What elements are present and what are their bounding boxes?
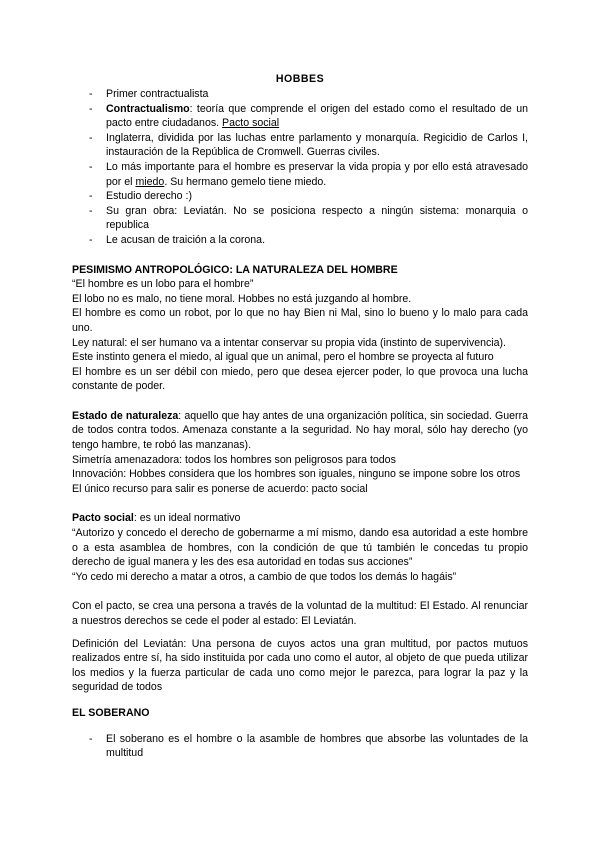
paragraph-text: : aquello que hay antes de una organización política, sin sociedad. Guerra de todos contra todos. Amenaza constante a la seguridad. No hay moral, sólo hay derecho (yo tengo hambre, te robó las manzanas).: [72, 409, 529, 452]
paragraph-estado: [72, 409, 528, 453]
paragraph: Ley natural: el ser humano va a intentar conservar su propia vida (instinto de supervivencia).: [72, 336, 506, 349]
paragraph: El hombre es como un robot, por lo que no hay Bien ni Mal, sino lo bueno y lo malo para cada uno.: [72, 307, 528, 334]
section-heading-soberano: EL SOBERANO: [72, 706, 150, 719]
term-contractualismo: Contractualismo: [106, 102, 190, 115]
list-item-text: Inglaterra, dividida por las luchas entre parlamento y monarquía. Regicidio de Carlos I, instauración de la República de Cromwell. Guerras civiles.: [106, 131, 528, 159]
list-item: [72, 204, 528, 233]
list-item-text: Su gran obra: Leviatán. No se posiciona respecto a ningún sistema: monarquia o republica: [106, 204, 528, 232]
paragraph: Este instinto genera el miedo, al igual que un animal, pero el hombre se proyecta al futuro: [72, 351, 494, 364]
list-item-text: El soberano es el hombre o la asamble de hombres que absorbe las voluntades de la multitud: [106, 732, 528, 760]
term-pacto-social: Pacto social: [72, 512, 134, 525]
paragraph: “El hombre es un lobo para el hombre”: [72, 278, 254, 291]
term-estado-naturaleza: Estado de naturaleza: [72, 409, 179, 422]
quote-paragraph: “Yo cedo mi derecho a matar a otros, a cambio de que todos los demás lo hagáis”: [72, 570, 457, 583]
list-item-text: Le acusan de traición a la corona.: [106, 233, 266, 246]
paragraph: El único recurso para salir es ponerse de acuerdo: pacto social: [72, 482, 368, 495]
list-item-text: Primer contractualista: [106, 88, 209, 100]
list-item: [72, 131, 528, 160]
document-page: [72, 72, 528, 761]
list-item-text: . Su hermano gemelo tiene miedo.: [164, 175, 327, 188]
intro-list: [72, 87, 528, 248]
miedo-underlined: miedo: [135, 175, 165, 188]
list-item: [72, 233, 528, 248]
list-item-text: Estudio derecho :): [106, 190, 192, 203]
list-item: [72, 732, 528, 761]
paragraph: Innovación: Hobbes considera que los hombres son iguales, ninguno se impone sobre los otros: [72, 468, 521, 481]
section-heading-pesimismo: PESIMISMO ANTROPOLÓGICO: LA NATURALEZA DEL HOMBRE: [72, 263, 398, 276]
list-item-text: Lo más importante para el hombre es preservar la vida propia y por ello está atravesado por el: [106, 160, 528, 188]
quote-paragraph: “Autorizo y concedo el derecho de gobernarme a mí mismo, dando esa autoridad a este hombre o a esta asamblea de hombres, con la condición de que tú también le concedas tu propio derecho de igual manera y les des esa autoridad en todas sus acciones”: [72, 527, 528, 569]
pacto-social-underlined: Pacto social: [222, 117, 280, 130]
paragraph-definicion-leviatan: Definición del Leviatán: Una persona de cuyos actos una gran multitud, por pactos mutuos realizados entre sí, ha sido instituida por cada uno como el autor, al objeto de que pueda utilizar los medios y la fuerza particular de cada uno como mejor le parezca, para lograr la paz y la seguridad de todos: [72, 637, 528, 694]
list-item: [72, 102, 528, 131]
paragraph-text: : es un ideal normativo: [133, 512, 241, 525]
list-item-text: : teoría que comprende el origen del estado como el resultado de un pacto entre ciudadanos.: [106, 102, 528, 130]
paragraph: Simetría amenazadora: todos los hombres son peligrosos para todos: [72, 453, 396, 466]
paragraph-pacto: [72, 511, 528, 526]
paragraph: Con el pacto, se crea una persona a través de la voluntad de la multitud: El Estado. Al renunciar a nuestros derechos se cede el poder al estado: El Leviatán.: [72, 600, 528, 627]
paragraph: El lobo no es malo, no tiene moral. Hobbes no está juzgando al hombre.: [72, 292, 412, 305]
list-item: [72, 160, 528, 189]
paragraph: El hombre es un ser débil con miedo, pero que desea ejercer poder, lo que provoca una lucha constante de poder.: [72, 365, 528, 393]
list-item: [72, 189, 528, 204]
document-title: HOBBES: [275, 73, 325, 85]
soberano-list: [72, 732, 528, 761]
list-item: [72, 87, 528, 102]
